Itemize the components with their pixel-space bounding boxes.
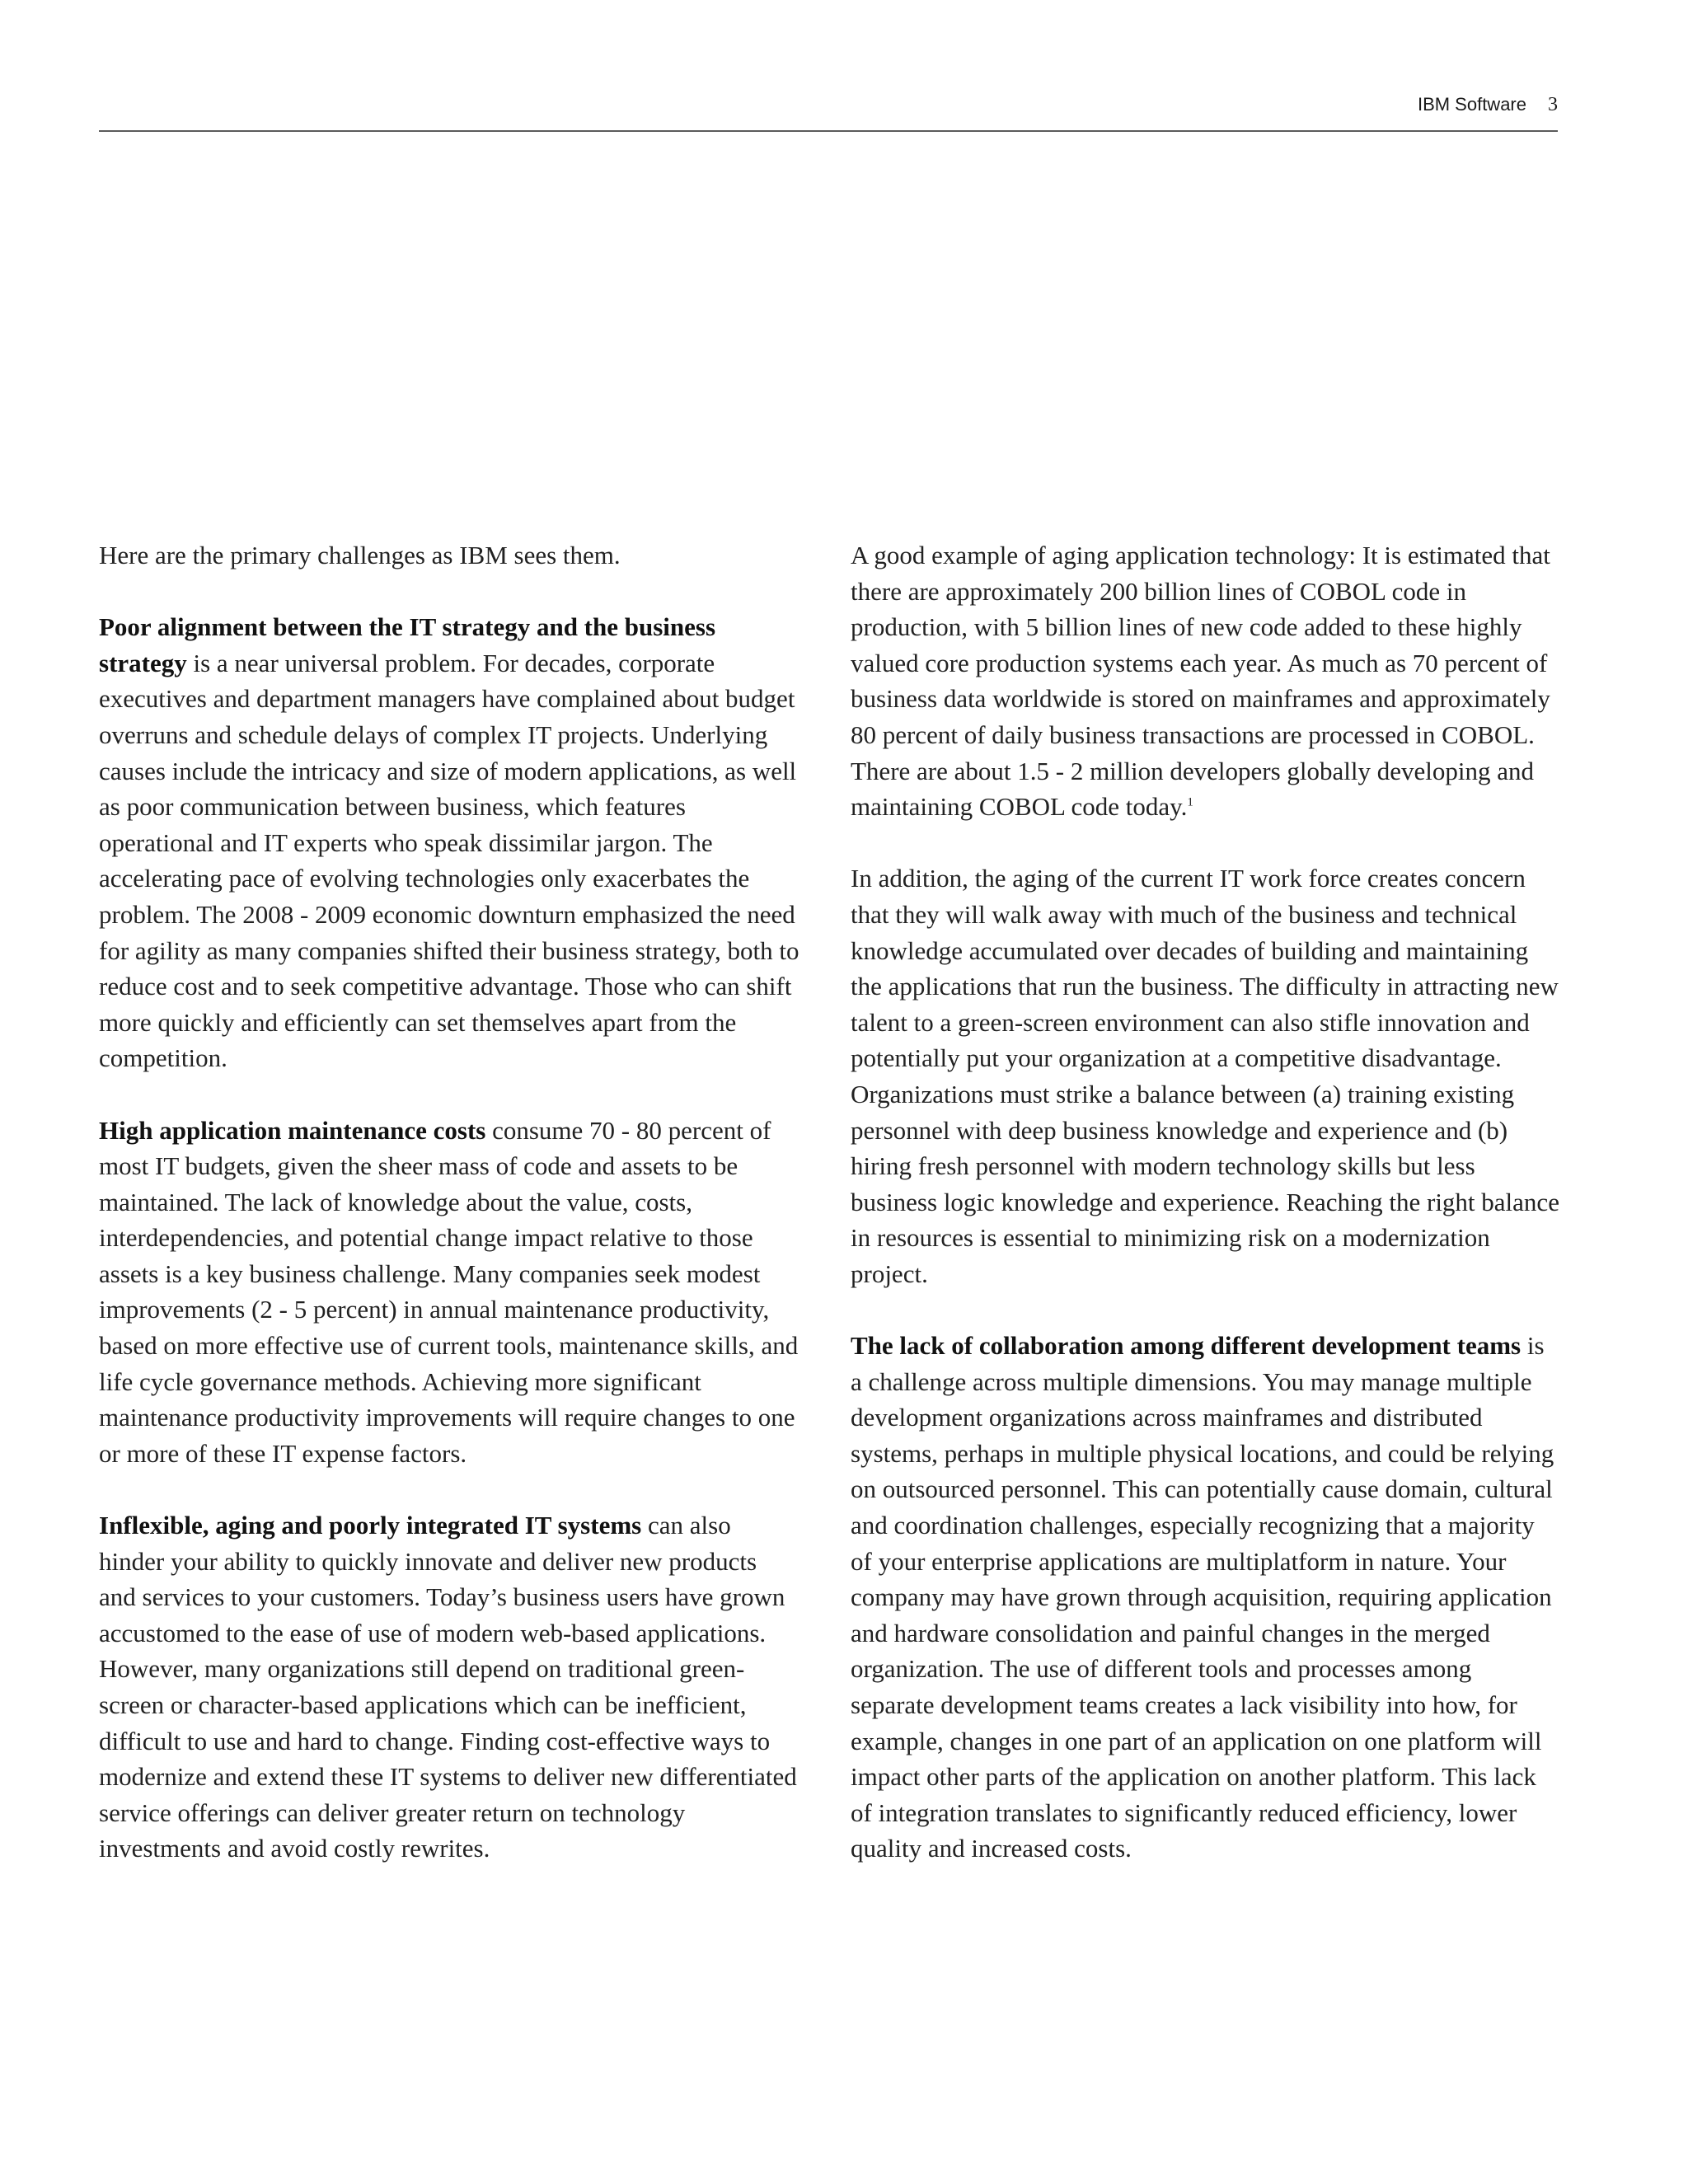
footnote-marker: 1: [1187, 795, 1193, 809]
paragraph-lead: High application maintenance costs: [99, 1115, 486, 1145]
paragraph-cobol: [851, 537, 1559, 825]
paragraph-body: consume 70 - 80 percent of most IT budgets, given the sheer mass of code and assets to be maintained. The lack of knowledge about the value, costs, interdependencies, and potential change impact relative to those assets is a key business challenge. Many companies seek modest improvements (2 - 5 percent) in annual maintenance productivity, based on more effective use of current tools, maintenance skills, and life cycle governance methods. Achieving more significant maintenance productivity improvements will require changes to one or more of these IT expense factors.: [99, 1115, 799, 1468]
paragraph-body: A good example of aging application technology: It is estimated that there are approximately 200 billion lines of COBOL code in production, with 5 billion lines of new code added to these highly valued core production systems each year. As much as 70 percent of business data worldwide is stored on mainframes and approximately 80 percent of daily business transactions are processed in COBOL. There are about 1.5 - 2 million developers globally developing and maintaining COBOL code today.: [851, 541, 1550, 822]
paragraph-body: is a near universal problem. For decades, corporate executives and department managers have complained about budget overruns and schedule delays of complex IT projects. Underlying causes include the intricacy and size of modern applications, as well as poor communication between business, which features operational and IT experts who speak dissimilar jargon. The accelerating pace of evolving technologies only exacerbates the problem. The 2008 - 2009 economic downturn emphasized the need for agility as many companies shifted their business strategy, both to reduce cost and to seek competitive advantage. Those who can shift more quickly and efficiently can set themselves apart from the competition.: [99, 648, 799, 1073]
page-header: [99, 91, 1558, 132]
paragraph-lead: Poor alignment between the IT strategy and the business strategy: [99, 612, 716, 677]
paragraph-body: can also hinder your ability to quickly innovate and deliver new products and services to your customers. Today’s business users have grown accustomed to the ease of use of modern web-based applications. However, many organizations still depend on traditional green-screen or character-based applications which can be inefficient, difficult to use and hard to change. Finding cost-effective ways to modernize and extend these IT systems to deliver new differentiated service offerings can deliver greater return on technology investments and avoid costly rewrites.: [99, 1511, 797, 1863]
page-number: 3: [1548, 94, 1558, 115]
paragraph-workforce: [851, 860, 1559, 1291]
paragraph-collaboration: [851, 1328, 1559, 1867]
right-column: [851, 537, 1559, 1903]
intro-paragraph: [99, 537, 799, 574]
paragraph-body: In addition, the aging of the current IT work force creates concern that they will walk away with much of the business and technical knowledge accumulated over decades of building and maintaining the applications that run the business. The difficulty in attracting new talent to a green-screen environment can also stifle innovation and potentially put your organization at a competitive disadvantage. Organizations must strike a balance between (a) training existing personnel with deep business knowledge and experience and (b) hiring fresh personnel with modern technology skills but less business logic knowledge and experience. Reaching the right balance in resources is essential to minimizing risk on a modernization project.: [851, 864, 1559, 1288]
intro-text: Here are the primary challenges as IBM sees them.: [99, 541, 621, 569]
paragraph-maintenance: [99, 1113, 799, 1472]
paragraph-lead: Inflexible, aging and poorly integrated IT systems: [99, 1511, 642, 1540]
header-label: IBM Software: [1417, 94, 1526, 115]
paragraph-inflexible: [99, 1507, 799, 1867]
paragraph-alignment: [99, 609, 799, 1076]
paragraph-body: is a challenge across multiple dimensions. You may manage multiple development organizations across mainframes and distributed systems, perhaps in multiple physical locations, and could be relying on outsourced personnel. This can potentially cause domain, cultural and coordination challenges, especially recognizing that a majority of your enterprise applications are multiplatform in nature. Your company may have grown through acquisition, requiring application and hardware consolidation and painful changes in the merged organization. The use of different tools and processes among separate development teams creates a lack visibility into how, for example, changes in one part of an application on one platform will impact other parts of the application on another platform. This lack of integration translates to significantly reduced efficiency, lower quality and increased costs.: [851, 1331, 1554, 1863]
paragraph-lead: The lack of collaboration among different development teams: [851, 1331, 1522, 1361]
left-column: [99, 537, 799, 1903]
